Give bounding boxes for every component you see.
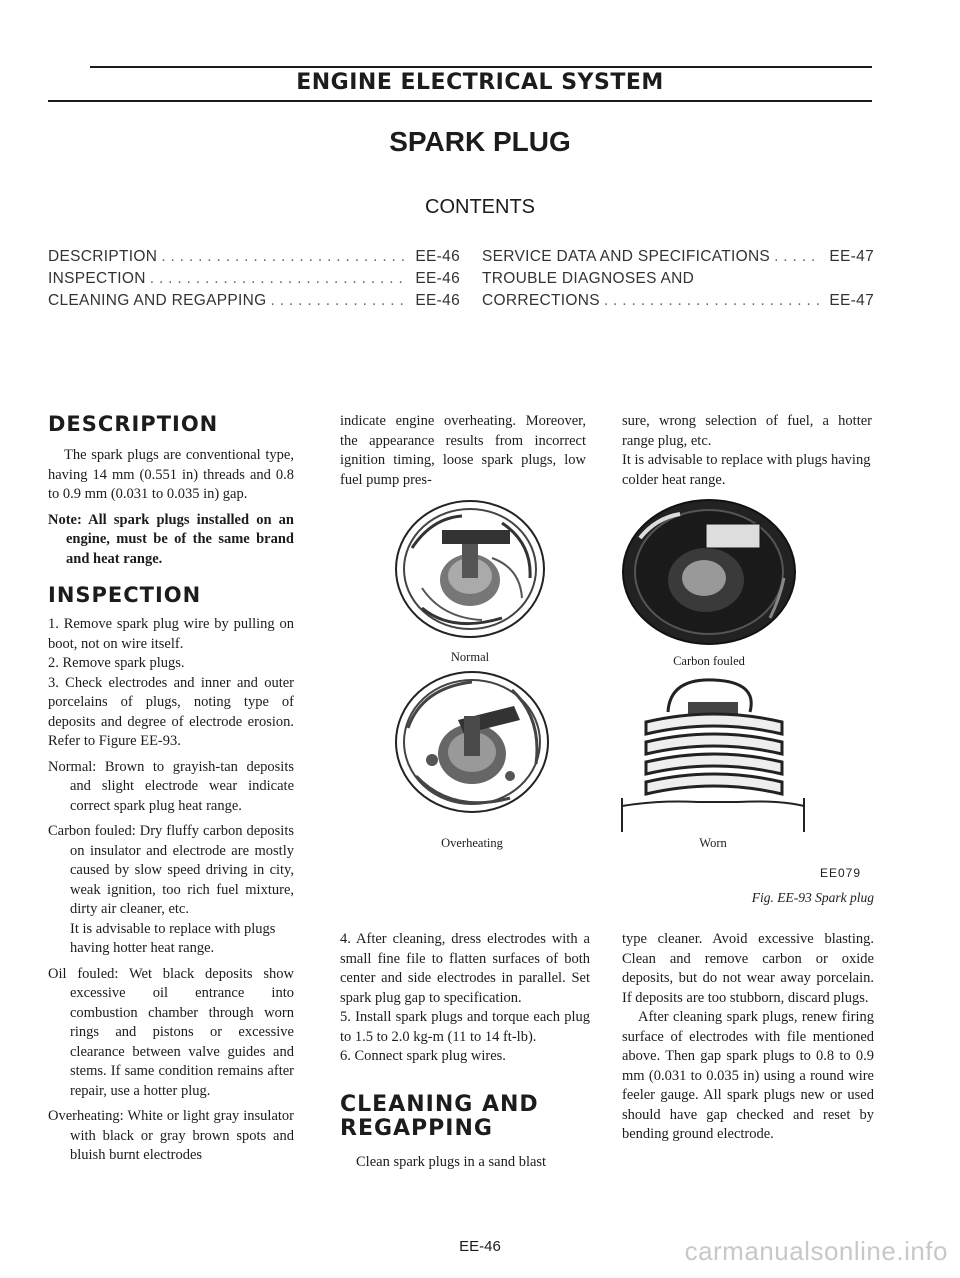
toc-item-line1: TROUBLE DIAGNOSES AND [482,270,695,287]
condition-normal: Normal: Brown to grayish-tan deposits and slight electrode wear indicate correct spark plug heat range. [48,758,294,814]
right-paragraph: It is advisable to replace with plugs having colder heat range. [622,452,871,488]
carbon-fouled-plug-image [620,498,798,646]
contents-label: CONTENTS [425,196,535,218]
middle-bottom-text [340,930,590,1178]
right-bottom-text [622,930,874,1151]
inspection-step: 3. Check electrodes and inner and outer porcelains of plugs, noting type of deposits and degree of electrode erosion. Refer to Figure EE-93. [48,674,294,749]
inspection-step: 2. Remove spark plugs. [48,655,185,671]
toc-right [482,246,874,312]
condition-oil: Oil fouled: Wet black deposits show excessive oil entrance into combustion chamber through worn rings and pistons or excessive clearance between valve guides and stems. If same condition remains after repair, use a hotter plug. [48,965,294,1099]
toc-item[interactable]: CLEANING AND REGAPPING . . . EE-46 [48,290,460,312]
figure-code: EE079 [820,866,862,880]
right-bottom-paragraph: type cleaner. Avoid excessive blasting. Clean and remove carbon or oxide deposits, but do not wear away porcelain. If deposits are too stubborn, discard plugs. [622,931,874,1006]
toc-item[interactable]: SERVICE DATA AND SPECIFICATIONS . . . EE-47 [482,246,874,268]
condition-carbon-advice: It is advisable to replace with plugs having hotter heat range. [70,920,276,956]
description-heading: DESCRIPTION [48,412,219,436]
cleaning-body: Clean spark plugs in a sand blast [356,1153,547,1170]
cleaning-step: 5. Install spark plugs and torque each plug to 1.5 to 2.0 kg-m (11 to 14 ft-lb). [340,1009,590,1045]
figure-title: Fig. EE-93 Spark plug [751,890,874,905]
right-top-text [622,412,872,496]
right-paragraph: sure, wrong selection of fuel, a hotter range plug, etc. [622,413,872,449]
description-note: Note: All spark plugs installed on an engine, must be of the same brand and heat range. [48,511,294,567]
middle-top-text [340,412,586,496]
cleaning-heading: CLEANING AND REGAPPING [340,1091,539,1141]
description-body: The spark plugs are conventional type, having 14 mm (0.551 in) threads and 0.8 to 0.9 mm (0.031 to 0.035 in) gap. [48,447,294,502]
normal-plug-image [392,498,548,640]
cleaning-step: 4. After cleaning, dress electrodes with a small fine file to flatten surfaces of both center and side electrodes in parallel. Set spark plug gap to specification. [340,931,590,1006]
caption-normal: Normal [450,650,490,664]
toc-item[interactable]: DESCRIPTION . . . EE-46 [48,246,460,268]
header-rule-bottom [48,100,872,102]
worn-plug-image [618,672,808,834]
page-number: EE-46 [459,1238,501,1255]
right-bottom-paragraph: After cleaning spark plugs, renew firing surface of electrodes with file mentioned above. Then gap spark plugs to 0.8 to 0.9 mm (0.031 to 0.035 in) using a round wire feeler gauge. All spark plugs new or used should have gap checked and reset by bending ground electrode. [622,1009,874,1142]
overheating-plug-image [392,668,552,818]
caption-carbon-fouled: Carbon fouled [673,654,745,668]
cleaning-step: 6. Connect spark plug wires. [340,1048,506,1064]
section-title: SPARK PLUG [389,126,571,157]
condition-overheating: Overheating: White or light gray insulator with black or gray brown spots and bluish burnt electrodes [48,1108,294,1163]
caption-worn: Worn [699,836,727,850]
watermark-text: carmanualsonline.info [684,1236,948,1266]
header-title: ENGINE ELECTRICAL SYSTEM [296,70,664,95]
toc-item[interactable]: INSPECTION . . . EE-46 [48,268,460,290]
middle-paragraph: indicate engine overheating. Moreover, the appearance results from incorrect ignition timing, loose spark plugs, low fuel pump pres- [340,413,586,488]
toc-left [48,246,460,312]
inspection-heading: INSPECTION [48,583,202,607]
left-column [48,412,294,1172]
condition-carbon: Carbon fouled: Dry fluffy carbon deposits on insulator and electrode are mostly caused by slow speed driving in city, weak ignition, too rich fuel mixture, dirty air cleaner, etc. [48,823,294,917]
inspection-step: 1. Remove spark plug wire by pulling on boot, not on wire itself. [48,616,294,652]
toc-item[interactable]: CORRECTIONS . . . EE-47 [482,290,874,312]
caption-overheating: Overheating [441,836,503,850]
header-rule-top [90,66,872,68]
